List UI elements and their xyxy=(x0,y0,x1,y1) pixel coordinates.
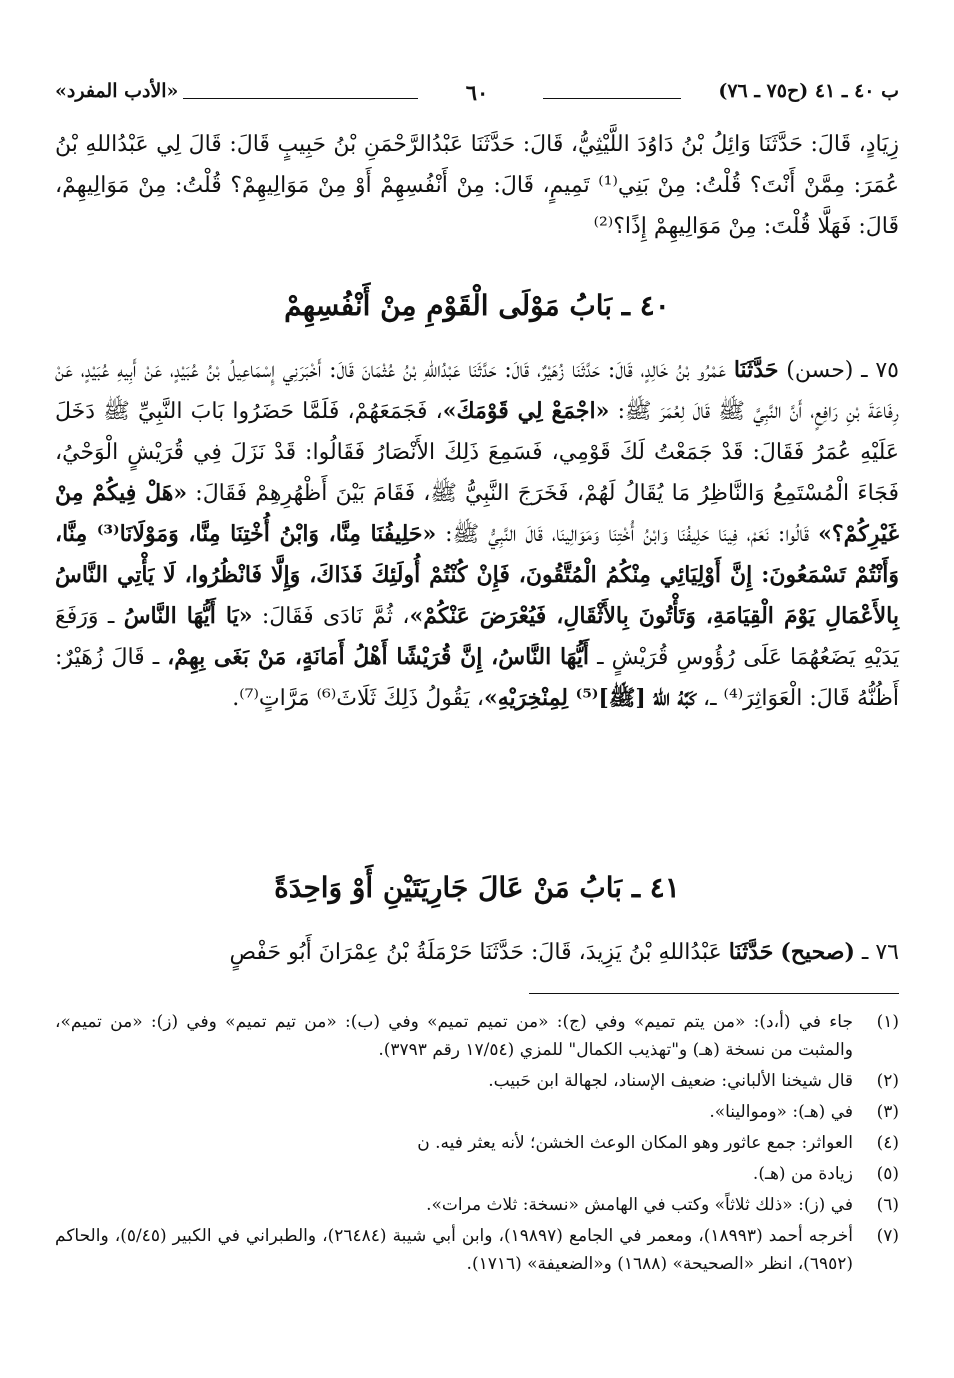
haddathana-keyword: حَدَّثَنَا xyxy=(728,939,774,965)
hadith-number: ٧٦ ـ xyxy=(861,940,899,965)
paragraph-hadith-74-end: زِيَادٍ، قَالَ: حَدَّثَنَا وَائِلُ بْنُ دَاوُدَ اللَّيْثِيُّ، قَالَ: حَدَّثَنَا عَبْدُالرَّحْمَنِ بْنُ حَبِيبٍ قَالَ: قَالَ لِي عَبْدُاللهِ بْنُ عُمَرَ: مِمَّنْ أَنْتَ؟ قُلْتُ: مِنْ بَنِي⁽¹⁾ تَمِيمٍ، قَالَ: مِنْ أَنْفُسِهِمْ أَوْ مِنْ مَوَالِيهِمْ؟ قُلْتُ: مِنْ مَوَالِيهِمْ، قَالَ: فَهَلَّا قُلْتَ: مِنْ مَوَالِيهِمْ إِذًا؟⁽²⁾ xyxy=(55,132,899,239)
header-rule-right xyxy=(543,98,681,99)
footnote-text: جاء في (أ،د): «من يتم تميم» وفي (ج): «من تميم تميم» وفي (ب): «من تيم تميم» وفي (ز): «من تميم»، والمثبت من نسخة (هـ) و"تهذيب الكمال" للمزي (١٧/٥٤ رقم ٣٧٩٣). xyxy=(55,1012,853,1060)
chapter-41-heading: ٤١ ـ بَابُ مَنْ عَالَ جَارِيَتَيْنِ أَوْ وَاحِدَةً xyxy=(274,871,680,904)
isnad-text: عَبْدُاللهِ بْنُ يَزِيدَ، قَالَ: حَدَّثَنَا حَرْمَلَةُ بْنُ عِمْرَانَ أَبُو حَفْصٍ xyxy=(229,940,722,965)
hadith-grade: (حسن) xyxy=(786,358,854,383)
running-header xyxy=(55,80,899,110)
prophet-quote-5: أَيُّهَا النَّاسُ، إِنَّ قُرَيْشًا أَهْلُ أَمَانَةٍ، مَنْ بَغَى بِهِمْ، xyxy=(167,644,590,670)
prophet-quote-2: «هَلْ فِيكُمْ مِنْ غَيْرِكُمْ؟» xyxy=(55,480,899,547)
narration-4: ـ وَرَفَعَ يَدَيْهِ يَضَعُهُمَا عَلَى رُؤُوسِ قُرَيْشٍ ـ xyxy=(55,604,899,670)
hadith-number: ٧٥ ـ xyxy=(861,358,899,383)
prophet-quote-4: «يَا أَيُّهَا النَّاسُ xyxy=(123,603,253,629)
footnote-item xyxy=(55,1129,899,1157)
footnote-text: في (هـ): «وموالينا». xyxy=(709,1102,853,1122)
footnote-text: أخرجه أحمد (١٨٩٩٣)، ومعمر في الجامع (١٩٨٩٧)، وابن أبي شيبة (٢٦٤٨٤)، والطبراني في الكبير (٥/٤٥)، والحاكم (٦٩٥٢)، انظر «الصحيحة» (١٦٨٨) و«الضعيفة» (١٧١٦). xyxy=(55,1226,853,1274)
narration-1: ، فَجَمَعَهُمْ، فَلَمَّا حَضَرُوا بَابَ النَّبِيِّ ﷺ دَخَلَ عَلَيْهِ عُمَرُ فَقَالَ: قَدْ جَمَعْتُ لَكَ قَوْمِي، فَسَمِعَ ذَلِكَ الأَنْصَارُ فَقَالُوا: قَدْ نَزَلَ فِي قُرَيْشٍ الْوَحْيُ، فَجَاءَ الْمُسْتَمِعُ وَالنَّاظِرُ مَا يُقَالُ لَهُمْ، فَخَرَجَ النَّبِيُّ ﷺ، فَقَامَ بَيْنَ أَظْهُرِهِمْ فَقَالَ: xyxy=(55,399,900,506)
footnote-item xyxy=(55,1008,899,1064)
footnote-item xyxy=(55,1191,899,1219)
header-chapter-range: ب ٤٠ ـ ٤١ (ح٧٥ ـ ٧٦) xyxy=(718,80,899,102)
footnote-number: (٣) xyxy=(876,1102,899,1122)
narration-2: قَالُوا: نَعَمْ، فِينَا حَلِيفُنَا وَابْنُ أُخْتِنَا وَمَوَالِينَا، قَالَ النَّبِيُّ ﷺ: xyxy=(445,522,810,547)
footnote-text: في (ز): «ذلك ثلاثاً» وكتب في الهامش «نسخة: ثلاث مرات». xyxy=(426,1195,853,1215)
page-number: ٦٠ xyxy=(465,80,489,105)
prophet-quote-1: «اجْمَعْ لِي قَوْمَكَ» xyxy=(442,398,610,424)
footnotes xyxy=(55,1008,899,1281)
paragraph-hadith-76 xyxy=(55,932,899,973)
footnote-number: (٧) xyxy=(876,1226,899,1246)
footnote-item xyxy=(55,1160,899,1188)
paragraph-hadith-75 xyxy=(55,350,899,719)
footnote-text: قال شيخنا الألباني: ضعيف الإسناد، لجهالة ابن حَبيب. xyxy=(488,1071,853,1091)
footnote-separator xyxy=(529,993,899,994)
header-rule-left xyxy=(183,98,418,99)
footnote-text: زيادة من (هـ). xyxy=(752,1164,853,1184)
footnote-number: (٤) xyxy=(876,1133,899,1153)
header-book-title: «الأدب المفرد» xyxy=(55,80,179,102)
narration-6: ، يَقُولُ ذَلِكَ ثَلَاثَ⁽⁶⁾ مَرَّاتٍ⁽⁷⁾. xyxy=(232,686,484,711)
footnote-number: (٢) xyxy=(876,1071,899,1091)
footnote-item xyxy=(55,1098,899,1126)
footnote-number: (٦) xyxy=(876,1195,899,1215)
footnote-item xyxy=(55,1067,899,1095)
footnote-number: (١) xyxy=(876,1012,899,1032)
prophet-quote-3: «حَلِيفُنَا مِنَّا، وَابْنُ أُخْتِنَا مِنَّا، وَمَوْلَانَا⁽³⁾ مِنَّا، وَأَنْتُمْ تَسْمَعُونَ: إِنَّ أَوْلِيَائِي مِنْكُمُ الْمُتَّقُونَ، فَإِنْ كُنْتُمْ أُولَئِكَ فَذَاكَ، وَإِلَّا فَانْظُرُوا، لَا يَأْتِي النَّاسُ بِالأَعْمَالِ يَوْمَ الْقِيَامَةِ، وَتَأْتُونَ بِالأَثْقَالِ، فَيُعْرَضَ عَنْكُمْ» xyxy=(55,521,899,629)
prophet-quote-6: كَبَّهُ اللهُ [ﷺ]⁽⁵⁾ لِمِنْخِرَيْهِ» xyxy=(483,685,696,711)
hadith-grade: (صحيح) xyxy=(780,939,855,965)
footnote-item xyxy=(55,1222,899,1278)
narration-3: ، ثُمَّ نَادَى فَقَالَ: xyxy=(261,604,410,629)
haddathana-keyword: حَدَّثَنَا xyxy=(733,357,779,383)
chapter-40-heading: ٤٠ ـ بَابُ مَوْلَى الْقَوْمِ مِنْ أَنْفُسِهِمْ xyxy=(284,289,670,322)
footnote-number: (٥) xyxy=(876,1164,899,1184)
footnote-text: العواثر: جمع عاثور وهو المكان الوعث الخشن؛ لأنه يعثر فيه. ن xyxy=(417,1133,853,1153)
isnad-text: عَمْرُو بْنُ خَالِدٍ، قَالَ: حَدَّثَنَا زُهَيْرٌ، قَالَ: حَدَّثَنَا عَبْدُاللهِ بْنُ عُثْمَانَ قَالَ: أَخْبَرَنِي إِسْمَاعِيلُ بْنُ عُبَيْدٍ، عَنْ أَبِيهِ عُبَيْدٍ، عَنْ رِفَاعَةَ بْنِ رَافِعٍ، أَنَّ النَّبِيَّ ﷺ قَالَ لِعُمَرَ ﷺ: xyxy=(55,358,899,424)
narration-5: ـ قَالَ زُهَيْرٌ: أَظُنُّهُ قَالَ: الْعَوَاثِرَ⁽⁴⁾ ـ، xyxy=(55,645,899,711)
